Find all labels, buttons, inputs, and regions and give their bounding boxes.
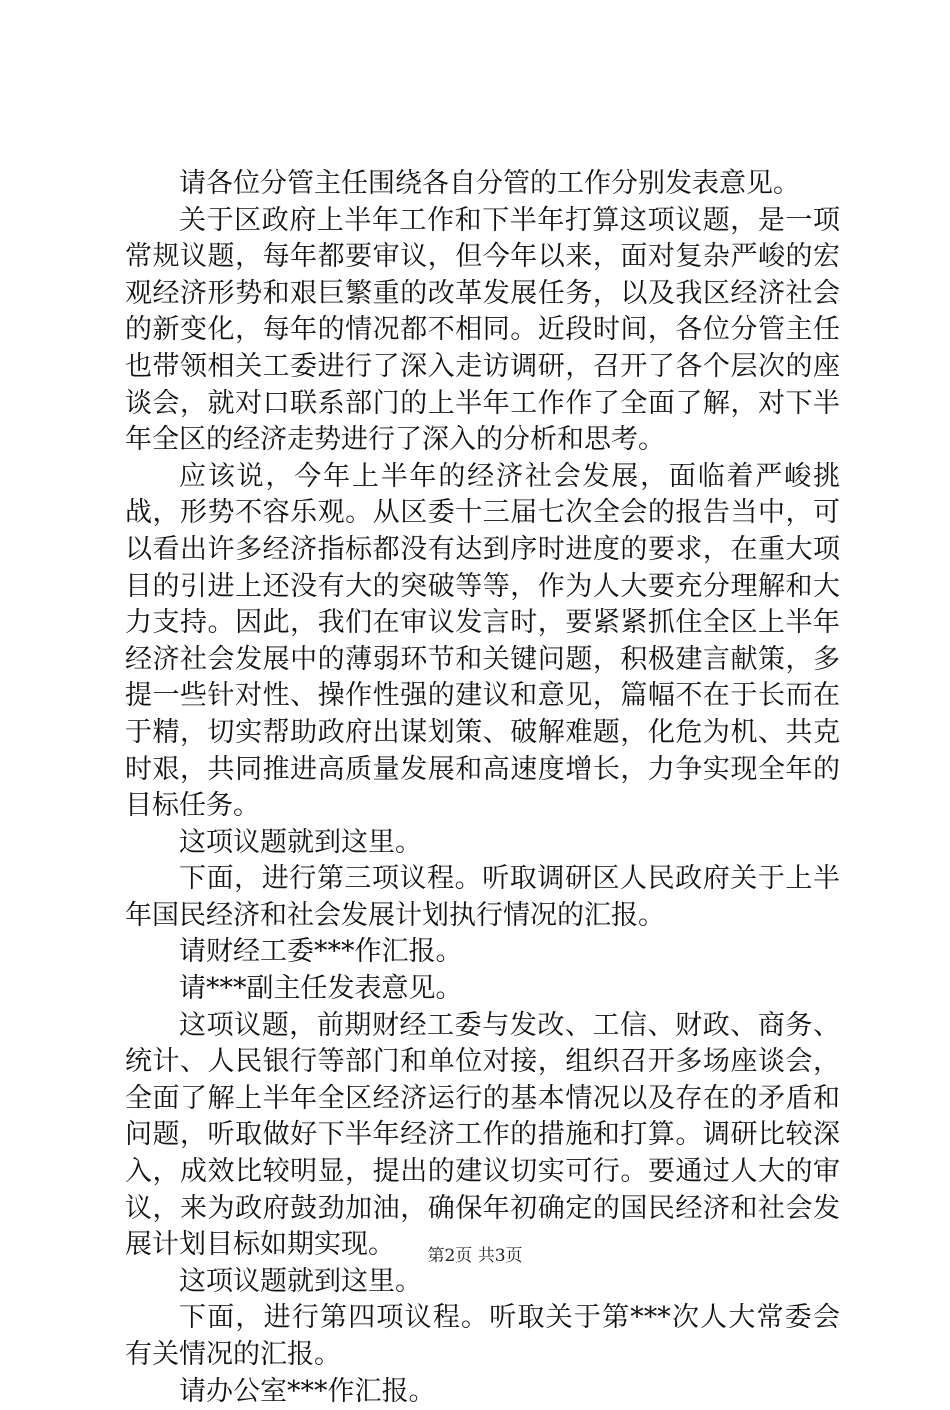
- paragraph: 请各位分管主任围绕各自分管的工作分别发表意见。: [179, 168, 800, 199]
- document-body: [125, 166, 840, 1410]
- paragraph: 请财经工委***作汇报。: [179, 936, 463, 968]
- paragraph: 关于区政府上半年工作和下半年打算这项议题，是一项常规议题，每年都要审议，但今年以来，面对复杂严峻的宏观经济形势和艰巨繁重的改革发展任务，以及我区经济社会的新变化，每年的情况都不相同。近段时间，各位分管主任也带领相关工委进行了深入走访调研，召开了各个层次的座谈会，就对口联系部门的上半年工作作了全面了解，对下半年全区的经济走势进行了深入的分析和思考。: [125, 204, 840, 456]
- paragraph: 这项议题就到这里。: [179, 826, 422, 858]
- paragraph: 应该说，今年上半年的经济社会发展，面临着严峻挑战，形势不容乐观。从区委十三届七次全会的报告当中，可以看出许多经济指标都没有达到序时进度的要求，在重大项目的引进上还没有大的突破等等，作为人大要充分理解和大力支持。因此，我们在审议发言时，要紧紧抓住全区上半年经济社会发展中的薄弱环节和关键问题，积极建言献策，多提一些针对性、操作性强的建议和意见，篇幅不在于长而在于精，切实帮助政府出谋划策、破解难题，化危为机、共克时艰，共同推进高质量发展和高速度增长，力争实现全年的目标任务。: [125, 460, 840, 822]
- paragraph: 请办公室***作汇报。: [179, 1375, 436, 1407]
- paragraph: 下面，进行第三项议程。听取调研区人民政府关于上半年国民经济和社会发展计划执行情况的汇报。: [125, 863, 840, 931]
- paragraph: 请***副主任发表意见。: [179, 973, 463, 1005]
- paragraph: 下面，进行第四项议程。听取关于第***次人大常委会有关情况的汇报。: [125, 1302, 840, 1370]
- page-number-footer: 第2页 共3页: [427, 1246, 523, 1266]
- paragraph: 这项议题就到这里。: [179, 1265, 422, 1297]
- paragraph: 这项议题，前期财经工委与发改、工信、财政、商务、统计、人民银行等部门和单位对接，组织召开多场座谈会，全面了解上半年全区经济运行的基本情况以及存在的矛盾和问题，听取做好下半年经济工作的措施和打算。调研比较深入，成效比较明显，提出的建议切实可行。要通过人大的审议，来为政府鼓劲加油，确保年初确定的国民经济和社会发展计划目标如期实现。: [125, 1009, 840, 1261]
